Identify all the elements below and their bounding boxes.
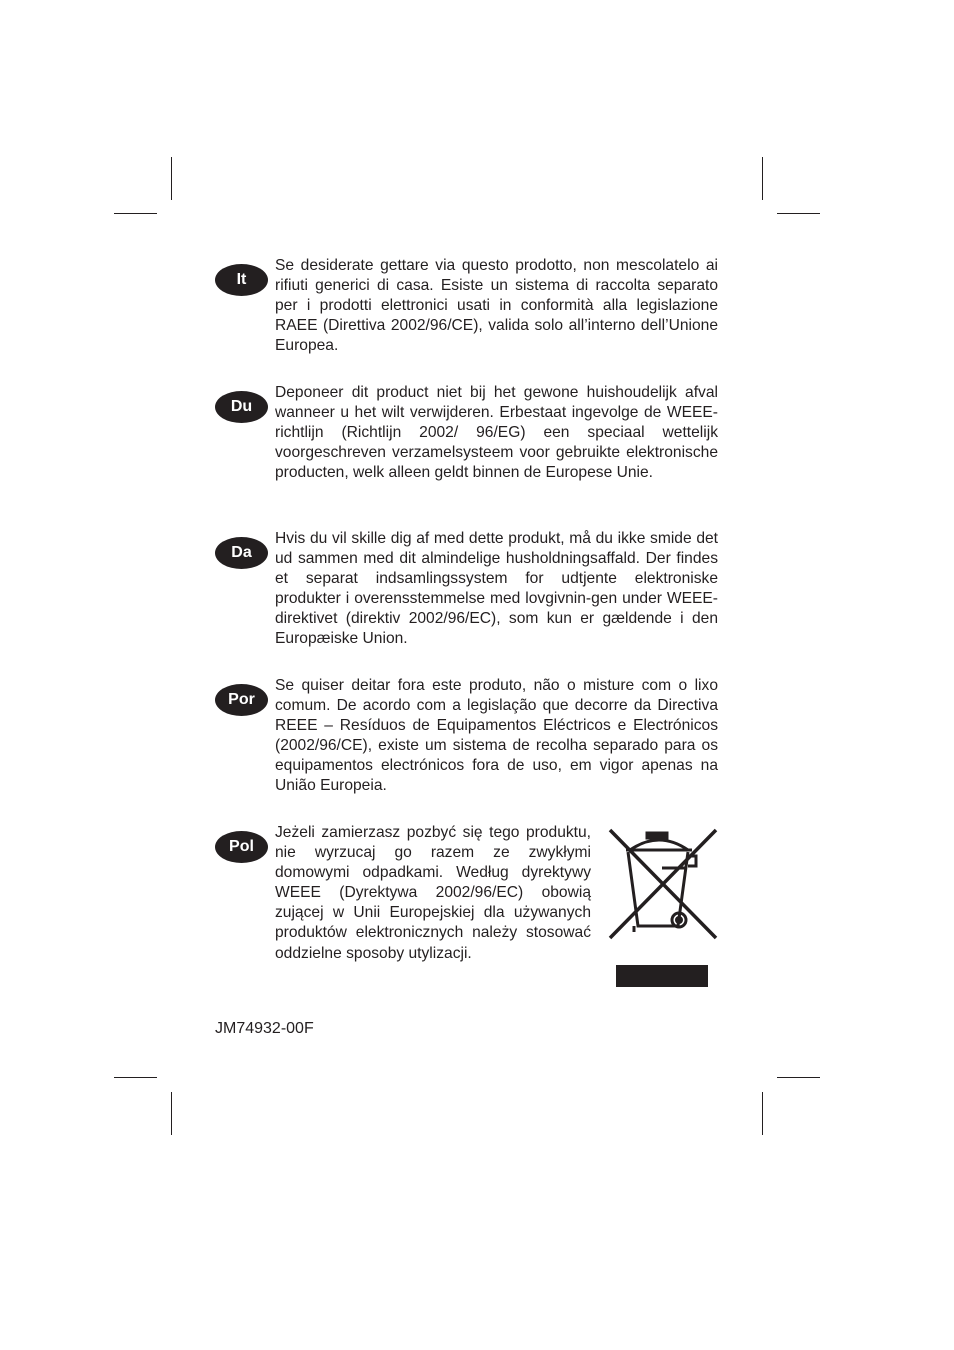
crop-mark xyxy=(762,157,763,200)
document-code: JM74932-00F xyxy=(215,1020,314,1037)
crop-mark xyxy=(777,1077,820,1078)
language-badge: Pol xyxy=(215,831,268,863)
crop-mark xyxy=(114,213,157,214)
crop-mark xyxy=(114,1077,157,1078)
section-text: Hvis du vil skille dig af med dette produkt, må du ikke smide det ud sammen med dit almindelige husholdningsaffald. Der findes et separat indsamlingssystem for udtjente elektroniske produkter i overensstemmelse med lovgivnin-gen under WEEE-direktivet (direktiv 2002/96/EC), som kun er gældende i den Europæiske Union. xyxy=(275,530,718,648)
crossed-out-wheelie-bin-icon xyxy=(606,826,720,991)
section-text: Jeżeli zamierzasz pozbyć się tego produktu, nie wyrzucaj go razem ze zwykłymi domowymi odpadkami. Według dyrektywy WEEE (Dyrektywa 2002/96/EC) obowią zującej w Unii Europejskiej dla używanych produktów elektronicznych należy stosować oddzielne sposoby utylizacji. xyxy=(275,824,591,962)
section-text: Deponeer dit product niet bij het gewone huishoudelijk afval wanneer u het wilt verwijderen. Erbestaat ingevolge de WEEE-richtlijn (Richtlijn 2002/ 96/EG) een speciaal wettelijk voorgeschreven verzamelsysteem voor gebruikte elektronische producten, welk alleen geldt binnen de Europese Unie. xyxy=(275,384,718,482)
crop-mark xyxy=(171,157,172,200)
crop-mark xyxy=(777,213,820,214)
language-badge: Por xyxy=(215,684,268,716)
crop-mark xyxy=(171,1092,172,1135)
section-text: Se quiser deitar fora este produto, não o misture com o lixo comum. De acordo com a legislação que decorre da Directiva REEE – Resíduos de Equipamentos Eléctricos e Electrónicos (2002/96/CE), existe um sistema de recolha separado para os equipamentos electrónicos fora de uso, em vigor apenas na União Europeia. xyxy=(275,677,718,795)
crop-mark xyxy=(762,1092,763,1135)
section-text: Se desiderate gettare via questo prodotto, non mescolatelo ai rifiuti generici di casa. Esiste un sistema di raccolta separato per i prodotti elettronici usati in conformità alla legislazione RAEE (Direttiva 2002/96/CE), valida solo all’interno dell’Unione Europea. xyxy=(275,257,718,355)
language-badge: Du xyxy=(215,391,268,423)
language-badge: It xyxy=(215,264,268,296)
language-badge: Da xyxy=(215,537,268,569)
